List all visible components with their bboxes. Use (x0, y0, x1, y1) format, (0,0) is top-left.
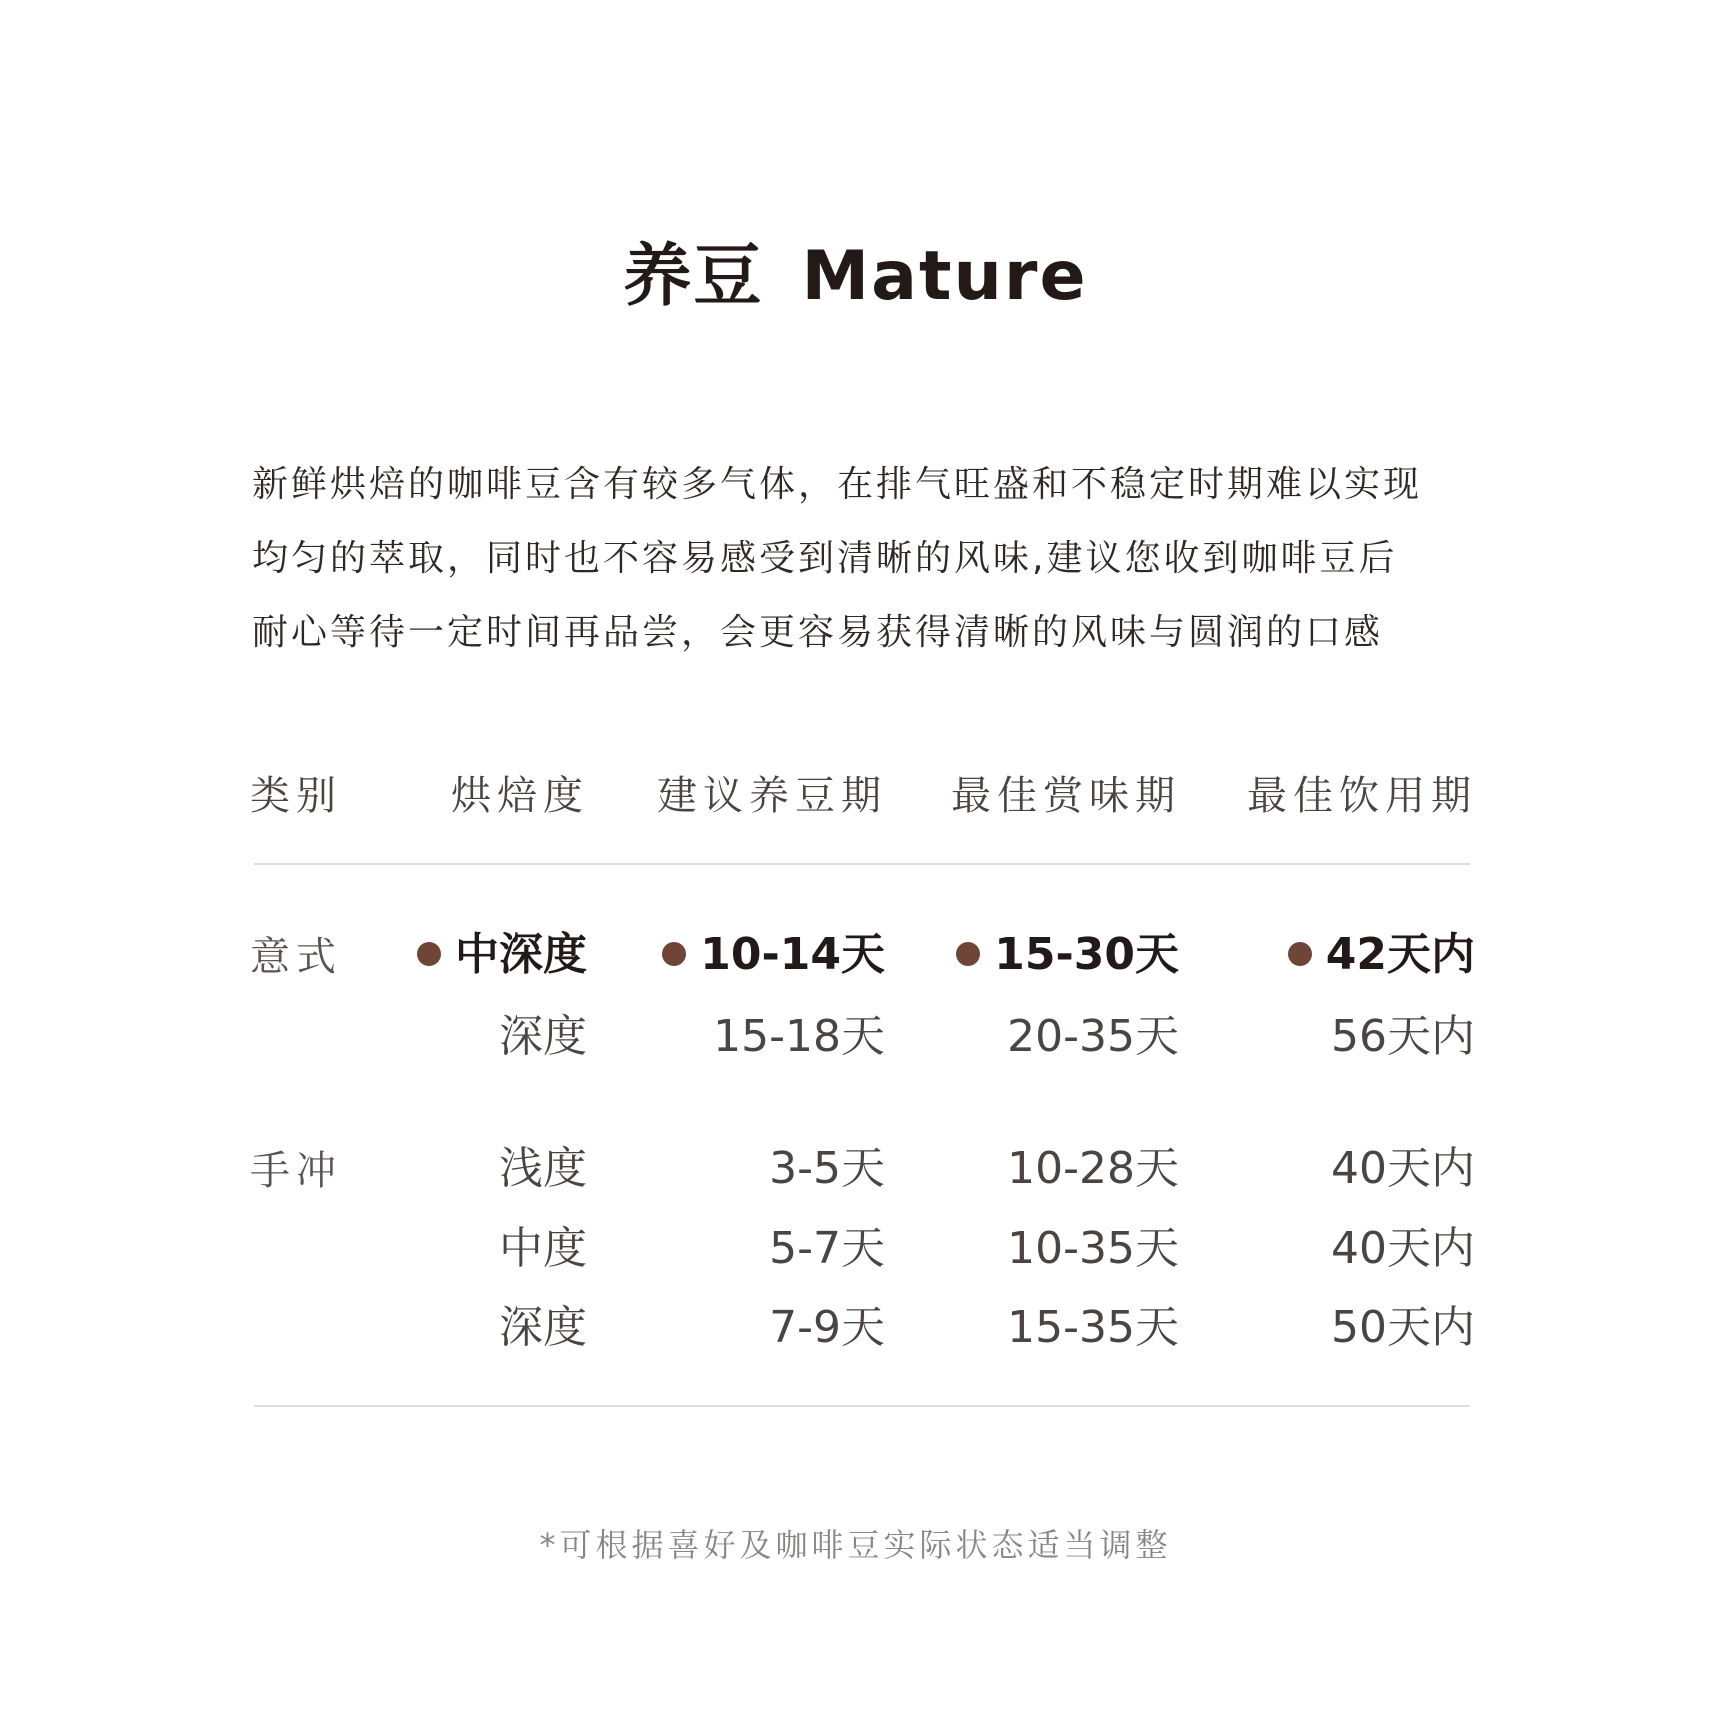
table-cell-rest: 15-18天 (713, 1011, 885, 1062)
table-cell-rest: 5-7天 (769, 1223, 885, 1274)
intro-paragraph (252, 448, 1472, 670)
table-cell-drink: 56天内 (1331, 1011, 1475, 1062)
highlight-dot (662, 942, 686, 966)
highlight-dot (956, 942, 980, 966)
header-best-drink-period: 最佳饮用期 (1247, 773, 1477, 819)
table-cell-drink: 50天内 (1331, 1302, 1475, 1353)
intro-line: 均匀的萃取，同时也不容易感受到清晰的风味,建议您收到咖啡豆后 (252, 538, 1398, 579)
table-cell-drink: 40天内 (1331, 1223, 1475, 1274)
table-cell-best: 10-28天 (1007, 1143, 1179, 1194)
table-cell-best: 15-30天 (956, 918, 1179, 982)
table-cell-best: 15-35天 (1007, 1302, 1179, 1353)
table-cell-drink: 40天内 (1331, 1143, 1475, 1194)
page-title (0, 222, 1711, 319)
divider-top (254, 863, 1470, 865)
table-cell-best: 20-35天 (1007, 1011, 1179, 1062)
header-category: 类别 (250, 773, 342, 819)
category-espresso: 意式 (250, 934, 342, 980)
table-cell-rest: 3-5天 (769, 1143, 885, 1194)
divider-bottom (254, 1405, 1470, 1407)
category-pour-over: 手冲 (250, 1148, 342, 1194)
table-cell-rest: 10-14天 (662, 918, 885, 982)
table-cell-roast: 中深度 (417, 918, 587, 982)
table-cell-best: 10-35天 (1007, 1223, 1179, 1274)
highlight-dot (417, 942, 441, 966)
table-cell-drink: 42天内 (1288, 918, 1475, 982)
table-cell-roast: 浅度 (499, 1143, 587, 1194)
footnote: *可根据喜好及咖啡豆实际状态适当调整 (539, 1526, 1172, 1564)
table-cell-rest: 7-9天 (769, 1302, 885, 1353)
intro-line: 新鲜烘焙的咖啡豆含有较多气体，在排气旺盛和不稳定时期难以实现 (252, 464, 1423, 505)
header-roast: 烘焙度 (451, 773, 589, 819)
title-cn: 养豆 (623, 237, 764, 316)
table-cell-roast: 深度 (499, 1302, 587, 1353)
header-best-flavor-period: 最佳赏味期 (951, 773, 1181, 819)
table-cell-roast: 中度 (499, 1223, 587, 1274)
table-cell-roast: 深度 (499, 1011, 587, 1062)
header-rest-period: 建议养豆期 (657, 773, 887, 819)
highlight-dot (1288, 942, 1312, 966)
title-en: Mature (801, 237, 1088, 316)
intro-line: 耐心等待一定时间再品尝，会更容易获得清晰的风味与圆润的口感 (252, 612, 1384, 653)
